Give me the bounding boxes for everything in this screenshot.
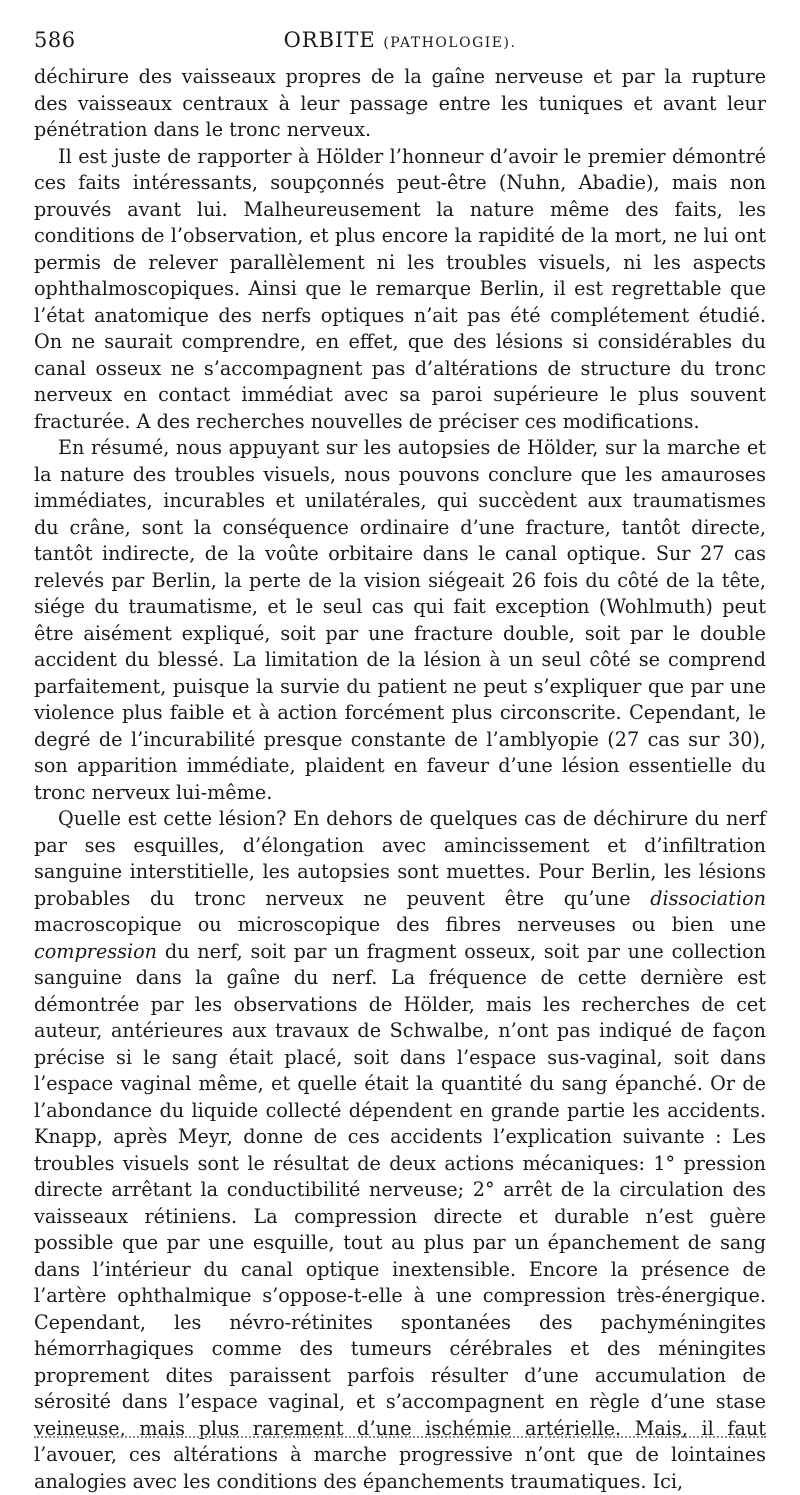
paragraph-4	[34, 806, 766, 1495]
running-header	[34, 28, 766, 58]
body-text	[34, 64, 766, 1495]
paragraph-1: déchirure des vaisseaux propres de la gaîne nerveuse et par la rupture des vaisseaux centraux à leur passage entre les tuniques et avant leur pénétration dans le tronc nerveux.	[34, 65, 766, 141]
italic-term-compression: compression	[34, 939, 158, 963]
paragraph-4-segment: macroscopique ou microscopique des fibres nerveuses ou bien une	[34, 913, 766, 936]
paragraph-4-segment: du nerf, soit par un fragment osseux, soit par une collection sanguine dans la gaîne du nerf. La fréquence de cette dernière est démontrée par les observations de Hölder, mais les recherches de cet auteur, antérieures aux travaux de Schwalbe, n’ont pas indiqué de façon précise si le sang était placé, soit dans l’espace sus-vaginal, soit dans l’espace vaginal même, et quelle était la quantité du sang épanché. Or de l’abondance du liquide collecté dépendent en grande partie les accidents. Knapp, après Meyr, donne de ces accidents l’explication suivante : Les troubles visuels sont le résultat de deux actions mécaniques: 1° pression directe arrêtant la conductibilité nerveuse; 2° arrêt de la circulation des vaisseaux rétiniens. La compression directe et durable n’est guère possible que par une esquille, tout au plus par un épanchement de sang dans l’intérieur du canal optique inextensible. Encore la présence de l’artère ophthalmique s’oppose-t-elle à une compression très-énergique. Cependant, les névro-rétinites spontanées des pachyméningites hémorrhagiques comme des tumeurs cérébrales et des méningites proprement dites paraissent parfois résulter d’une accumulation de sérosité dans l’espace vaginal, et s’accompagnent en règle d’une stase veineuse, mais plus rarement d’une ischémie artérielle. Mais, il faut l’avouer, ces altérations à marche progressive n’ont que de lointaines analogies avec les conditions des épanchements traumatiques. Ici,	[34, 939, 766, 1493]
running-title	[34, 28, 766, 52]
page-number: 586	[34, 28, 76, 52]
paragraph-3: En résumé, nous appuyant sur les autopsies de Hölder, sur la marche et la nature des troubles visuels, nous pouvons conclure que les amauroses immédiates, incurables et unilatérales, qui succèdent aux traumatismes du crâne, sont la conséquence ordinaire d’une fracture, tantôt directe, tantôt indirecte, de la voûte orbitaire dans le canal optique. Sur 27 cas relevés par Berlin, la perte de la vision siégeait 26 fois du côté de la tête, siége du traumatisme, et le seul cas qui fait exception (Wohlmuth) peut être aisément expliqué, soit par une fracture double, soit par le double accident du blessé. La limitation de la lésion à un seul côté se comprend parfaitement, puisque la survie du patient ne peut s’expliquer que par une violence plus faible et à action forcément plus circonscrite. Cependant, le degré de l’incurabilité presque constante de l’amblyopie (27 cas sur 30), son apparition immédiate, plaident en faveur d’une lésion essentielle du tronc nerveux lui-même.	[34, 436, 766, 804]
paragraph-2: Il est juste de rapporter à Hölder l’honneur d’avoir le premier démontré ces faits intéressants, soupçonnés peut-être (Nuhn, Abadie), mais non prouvés avant lui. Malheureusement la nature même des faits, les conditions de l’observation, et plus encore la rapidité de la mort, ne lui ont permis de relever parallèlement ni les troubles visuels, ni les aspects ophthalmoscopiques. Ainsi que le remarque Berlin, il est regrettable que l’état anatomique des nerfs optiques n’ait pas été complétement étudié. On ne saurait comprendre, en effet, que des lésions si considérables du canal osseux ne s’accompagnent pas d’altérations de structure du tronc nerveux en contact immédiat avec sa paroi supérieure le plus souvent fracturée. A des recherches nouvelles de préciser ces modifications.	[34, 144, 766, 433]
running-title-subtitle: (PATHOLOGIE).	[383, 35, 517, 51]
footer-dotted-rule	[34, 1436, 766, 1438]
running-title-main: ORBITE	[283, 28, 376, 52]
paragraph-4-segment: Quelle est cette lésion? En dehors de quelques cas de déchirure du nerf par ses esquilles, d’élongation avec amincissement et d’infiltration sanguine interstitielle, les autopsies sont muettes. Pour Berlin, les lésions probables du tronc nerveux ne peuvent être qu’une	[34, 807, 766, 910]
italic-term-dissociation: dissociation	[650, 886, 766, 910]
